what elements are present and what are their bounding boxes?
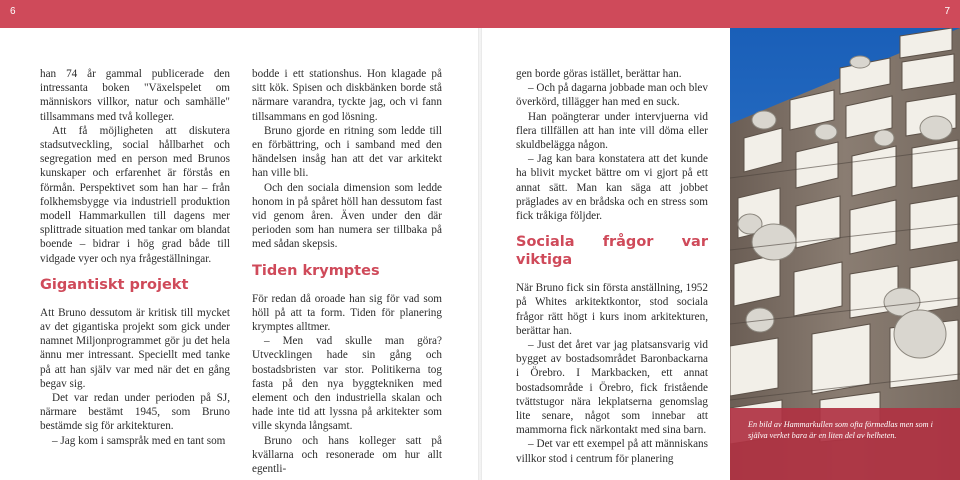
section-heading: Gigantiskt projekt [40, 276, 189, 293]
paragraph: Och den sociala dimension som ledde honom in på spåret höll han dessutom fast vid genom åren. Även under den där perioden som han numera ser tillbaka på med sådan skepsis. [252, 181, 442, 251]
paragraph: Att Bruno dessutom är kritisk till mycket av det gigantiska projekt som gick under namnet Miljonprogrammet gör ju det hela ännu mer intressant. Speciellt med tanke på att han själv var med när det en gång begav sig. [40, 306, 230, 390]
page-number-right: 7 [944, 6, 950, 17]
paragraph: – Det var ett exempel på att människans villkor stod i centrum för planering [516, 438, 708, 465]
paragraph: – Men vad skulle man göra? Utvecklingen hade sin gång och bostadsbristen var stor. Politikerna tog fasta på den nya byggtekniken med element och den industriella skalan och hade inte tid att lyssna på arkitekter som ville skynda långsamt. [252, 335, 442, 433]
page-gutter [478, 28, 482, 480]
paragraph: Han poängterar under intervjuerna vid flera tillfällen att han inte vill döma eller skuldbelägga någon. [516, 110, 708, 152]
paragraph: Bruno gjorde en ritning som ledde till en förbättring, och i samband med den händelsen insåg han att det var arkitekt han ville bli. [252, 124, 442, 180]
paragraph: För redan då oroade han sig för vad som höll på att ta form. Tiden för planering krymptes alltmer. [252, 292, 442, 334]
photo-caption: En bild av Hammarkullen som ofta förmedlas men som i själva verket bara är en liten del av helheten. [730, 408, 960, 480]
paragraph: Att få möjligheten att diskutera stadsutveckling, social hållbarhet och segregation med en person med Brunos kunskaper och erfarenhet är förstås en förmån. Perspektivet som han har – från folkhemsbygge via industriell produktion modell Hammarkullen till dagens mer splittrade situation med tankar om blandat boende – bidrar i hög grad både till vidgade vyer och nya frågeställningar. [40, 124, 230, 265]
paragraph: han 74 år gammal publicerade den intressanta boken "Växelspelet om människors villkor, natur och samhälle" tillsammans med två kolleger. [40, 68, 230, 123]
section-heading: Tiden krymptes [252, 262, 380, 279]
paragraph: bodde i ett stationshus. Hon klagade på sitt kök. Spisen och diskbänken borde stå närmare varandra, tyckte jag, och vi fann tillsammans en god lösning. [252, 68, 442, 123]
paragraph: Det var redan under perioden på SJ, närmare bestämt 1945, som Bruno bestämde sig för arkitekturen. [40, 392, 230, 433]
paragraph: gen borde göras istället, berättar han. [516, 68, 682, 80]
section-heading: Sociala frågor var viktiga [516, 234, 708, 269]
paragraph: – Och på dagarna jobbade man och blev överkörd, tillägger han med en suck. [516, 82, 708, 109]
paragraph: – Jag kom i samspråk med en tant som [52, 434, 226, 447]
paragraph: – Just det året var jag platsansvarig vid bygget av bostadsområdet Baronbackarna i Örebro. I Markbacken, ett annat bostadsområde i Örebro, fick fristående tvättstugor nära lekplatserna genomslag lite senare, något som innebar att mammorna fick närkontakt med sina barn. [516, 339, 708, 437]
header-bar [0, 0, 960, 28]
paragraph: Bruno och hans kolleger satt på kvällarna och resonerade om hur allt egentli- [252, 434, 442, 476]
left-page-column-1 [40, 67, 230, 448]
page-number-left: 6 [10, 6, 16, 17]
paragraph: – Jag kan bara konstatera att det kunde ha blivit mycket bättre om vi gjort på ett annat sätt. Man kan säga att jobbet präglades av en brådska och en stress som fick tråkiga följder. [516, 153, 708, 223]
left-page-column-2 [252, 67, 442, 476]
paragraph: När Bruno fick sin första anställning, 1952 på Whites arkitektkontor, stod sociala frågor rätt högt i kurs inom arkitekturen, berättar han. [516, 282, 708, 337]
right-page-column [516, 67, 708, 466]
